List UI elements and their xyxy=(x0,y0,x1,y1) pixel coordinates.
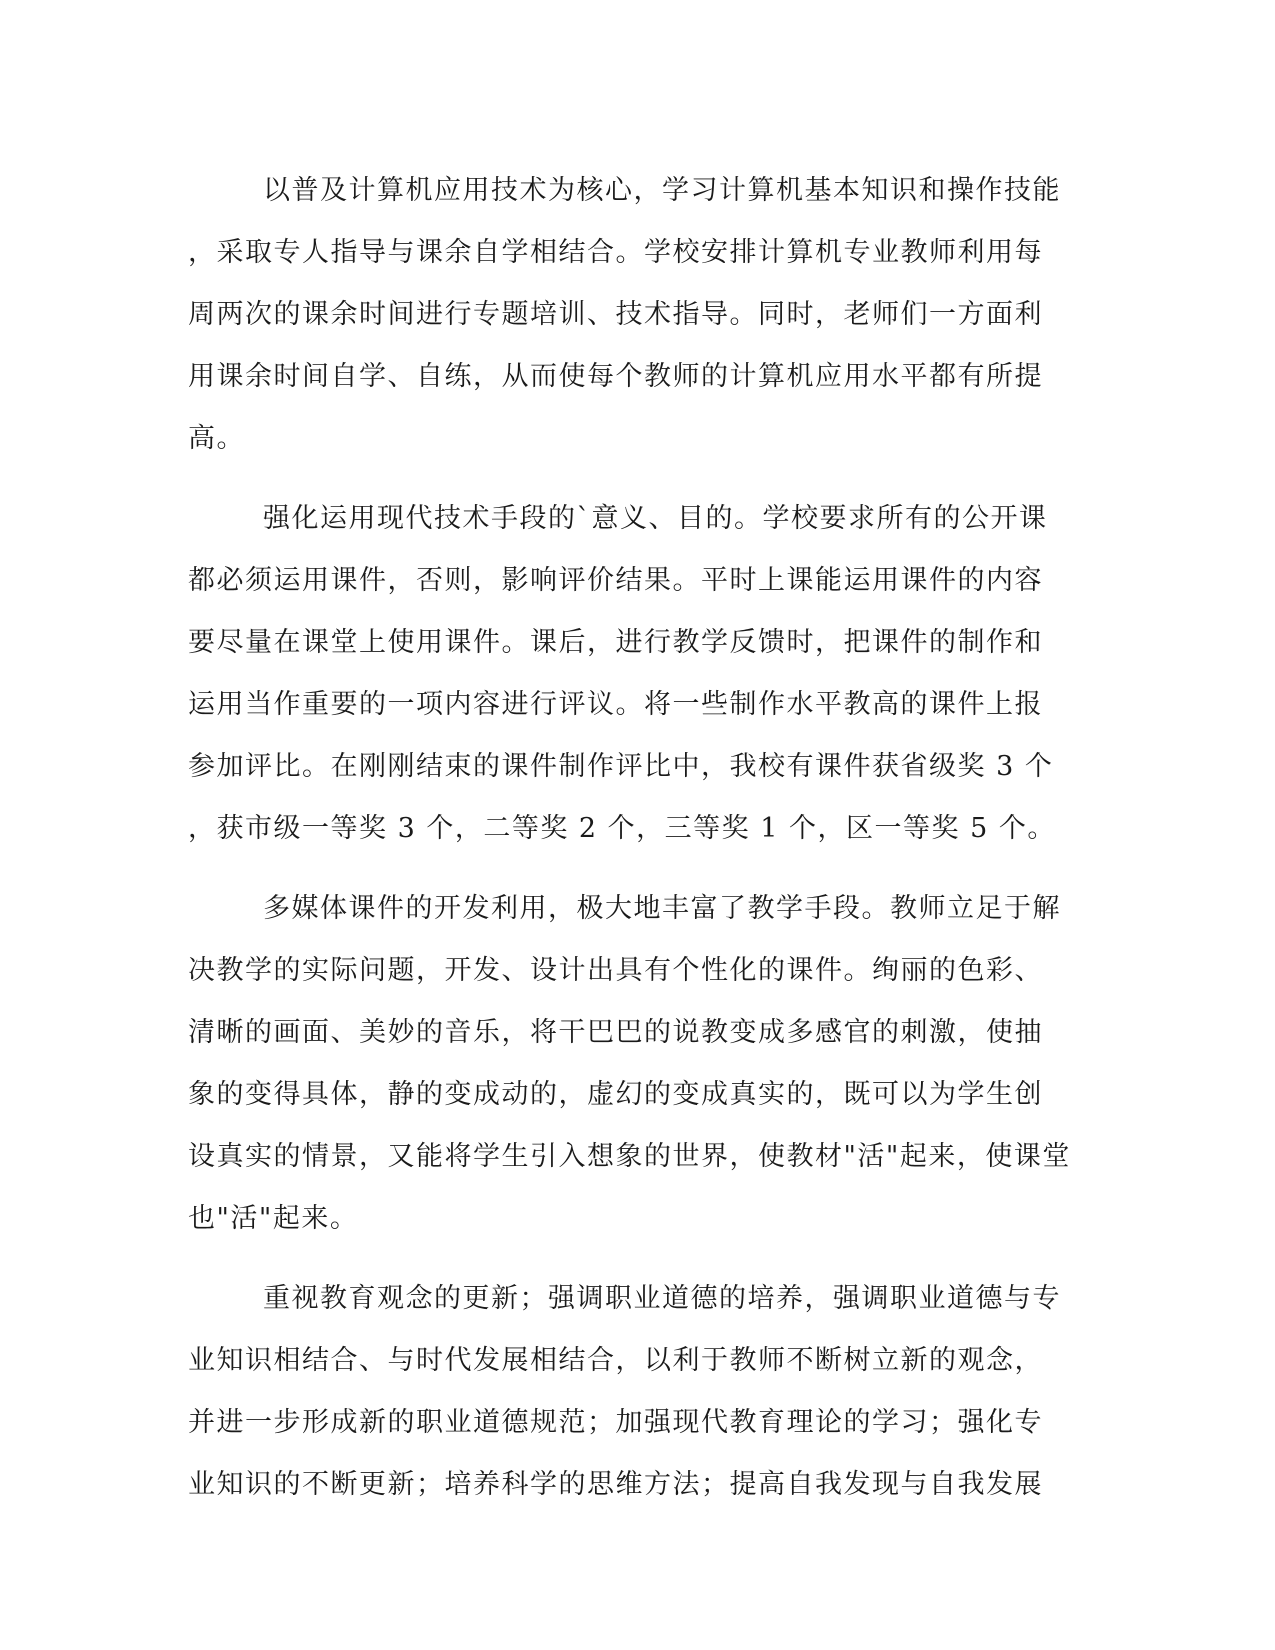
text-line: 强化运用现代技术手段的`意义、目的。学校要求所有的公开课 xyxy=(263,503,1048,534)
text-line: 以普及计算机应用技术为核心，学习计算机基本知识和操作技能 xyxy=(263,175,1061,206)
text-line: 要尽量在课堂上使用课件。课后，进行教学反馈时，把课件的制作和 xyxy=(188,627,1043,658)
text-line: 并进一步形成新的职业道德规范；加强现代教育理论的学习；强化专 xyxy=(188,1407,1043,1438)
text-line: 也"活"起来。 xyxy=(188,1203,359,1234)
paragraph-2 xyxy=(188,488,1076,860)
text-line: 都必须运用课件，否则，影响评价结果。平时上课能运用课件的内容 xyxy=(188,565,1043,596)
paragraph-4 xyxy=(188,1268,1076,1516)
text-line: 清晰的画面、美妙的音乐，将干巴巴的说教变成多感官的刺激，使抽 xyxy=(188,1017,1043,1048)
text-line: 周两次的课余时间进行专题培训、技术指导。同时，老师们一方面利 xyxy=(188,299,1043,330)
text-line: ，采取专人指导与课余自学相结合。学校安排计算机专业教师利用每 xyxy=(188,237,1043,268)
paragraph-3 xyxy=(188,878,1076,1250)
text-line: 运用当作重要的一项内容进行评议。将一些制作水平教高的课件上报 xyxy=(188,689,1043,720)
document-page xyxy=(188,160,1076,1516)
text-line: 多媒体课件的开发利用，极大地丰富了教学手段。教师立足于解 xyxy=(263,893,1061,924)
text-line: 参加评比。在刚刚结束的课件制作评比中，我校有课件获省级奖 3 个 xyxy=(188,751,1054,782)
text-line: 决教学的实际问题，开发、设计出具有个性化的课件。绚丽的色彩、 xyxy=(188,955,1043,986)
text-line: 设真实的情景，又能将学生引入想象的世界，使教材"活"起来，使课堂 xyxy=(188,1141,1071,1172)
paragraph-spacer xyxy=(188,470,1076,488)
text-line: 业知识相结合、与时代发展相结合，以利于教师不断树立新的观念， xyxy=(188,1345,1043,1376)
text-line: 高。 xyxy=(188,423,245,454)
paragraph-spacer xyxy=(188,860,1076,878)
paragraph-1 xyxy=(188,160,1076,470)
paragraph-spacer xyxy=(188,1250,1076,1268)
text-line: 业知识的不断更新；培养科学的思维方法；提高自我发现与自我发展 xyxy=(188,1469,1043,1500)
text-line: 重视教育观念的更新；强调职业道德的培养，强调职业道德与专 xyxy=(263,1283,1061,1314)
text-line: 象的变得具体，静的变成动的，虚幻的变成真实的，既可以为学生创 xyxy=(188,1079,1043,1110)
text-line: ，获市级一等奖 3 个，二等奖 2 个，三等奖 1 个，区一等奖 5 个。 xyxy=(188,813,1056,844)
text-line: 用课余时间自学、自练，从而使每个教师的计算机应用水平都有所提 xyxy=(188,361,1043,392)
